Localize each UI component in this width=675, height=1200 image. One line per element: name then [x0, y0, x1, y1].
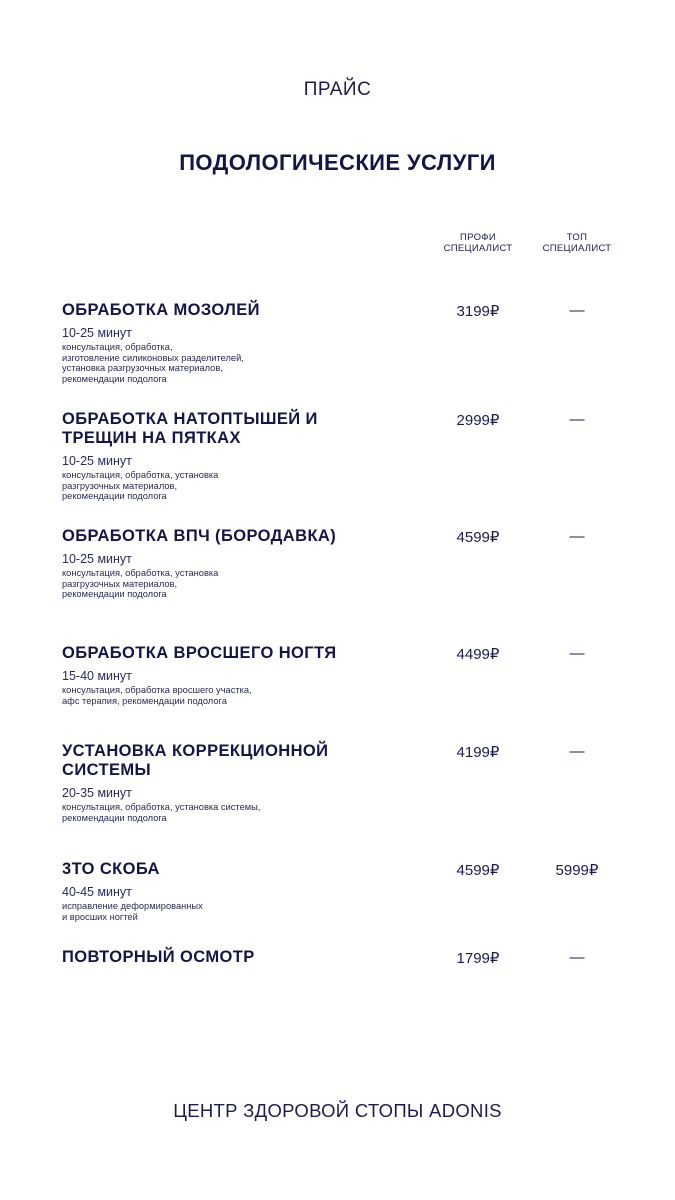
service-name: ПОВТОРНЫЙ ОСМОТР [62, 948, 255, 966]
price-profi: 2999₽ [456, 412, 500, 429]
price-top: 5999₽ [555, 862, 599, 879]
page-title: ПОДОЛОГИЧЕСКИЕ УСЛУГИ [179, 150, 496, 175]
service-description: консультация, обработка вросшего участка, афс терапия, рекомендации подолога [62, 685, 252, 706]
price-profi: 4199₽ [456, 744, 500, 761]
price-top: — [569, 302, 585, 319]
service-description: консультация, обработка, изготовление силиконовых разделителей, установка разгрузочных материалов, рекомендации подолога [62, 342, 244, 384]
price-top: — [569, 411, 585, 428]
footer-brand: ЦЕНТР ЗДОРОВОЙ СТОПЫ ADONIS [173, 1100, 502, 1121]
service-name: ОБРАБОТКА ВПЧ (БОРОДАВКА) [62, 527, 337, 545]
price-top: — [569, 949, 585, 966]
price-top: — [569, 743, 585, 760]
service-duration: 40-45 минут [62, 885, 132, 899]
service-description: консультация, обработка, установка разгрузочных материалов, рекомендации подолога [62, 470, 219, 501]
column-header-top: ТОП СПЕЦИАЛИСТ [542, 232, 612, 254]
service-duration: 10-25 минут [62, 552, 132, 566]
price-profi: 4499₽ [456, 646, 500, 663]
service-duration: 10-25 минут [62, 326, 132, 340]
service-duration: 15-40 минут [62, 669, 132, 683]
service-description: консультация, обработка, установка системы, рекомендации подолога [62, 802, 261, 823]
service-item-hpv [62, 527, 662, 600]
service-item-follow-up [62, 948, 662, 967]
service-item-3to-brace [62, 860, 662, 922]
column-header-profi: ПРОФИ СПЕЦИАЛИСТ [443, 232, 513, 254]
service-description: исправление деформированных и вросших ногтей [62, 901, 203, 922]
service-item-heels [62, 410, 662, 502]
price-profi: 4599₽ [456, 862, 500, 879]
price-list-label: ПРАЙС [303, 79, 372, 100]
service-name: ОБРАБОТКА ВРОСШЕГО НОГТЯ [62, 644, 337, 662]
service-item-calluses [62, 301, 662, 384]
price-profi: 4599₽ [456, 529, 500, 546]
service-description: консультация, обработка, установка разгрузочных материалов, рекомендации подолога [62, 568, 219, 599]
price-profi: 1799₽ [456, 950, 500, 967]
service-item-correction-system [62, 742, 662, 823]
service-name: ОБРАБОТКА НАТОПТЫШЕЙ И ТРЕЩИН НА ПЯТКАХ [62, 410, 318, 447]
service-duration: 10-25 минут [62, 454, 132, 468]
service-name: УСТАНОВКА КОРРЕКЦИОННОЙ СИСТЕМЫ [62, 742, 329, 779]
price-top: — [569, 645, 585, 662]
service-item-ingrown-nail [62, 644, 662, 706]
price-profi: 3199₽ [456, 303, 500, 320]
service-name: ОБРАБОТКА МОЗОЛЕЙ [62, 301, 260, 319]
price-top: — [569, 528, 585, 545]
service-duration: 20-35 минут [62, 786, 132, 800]
service-name: 3ТО СКОБА [62, 860, 160, 878]
